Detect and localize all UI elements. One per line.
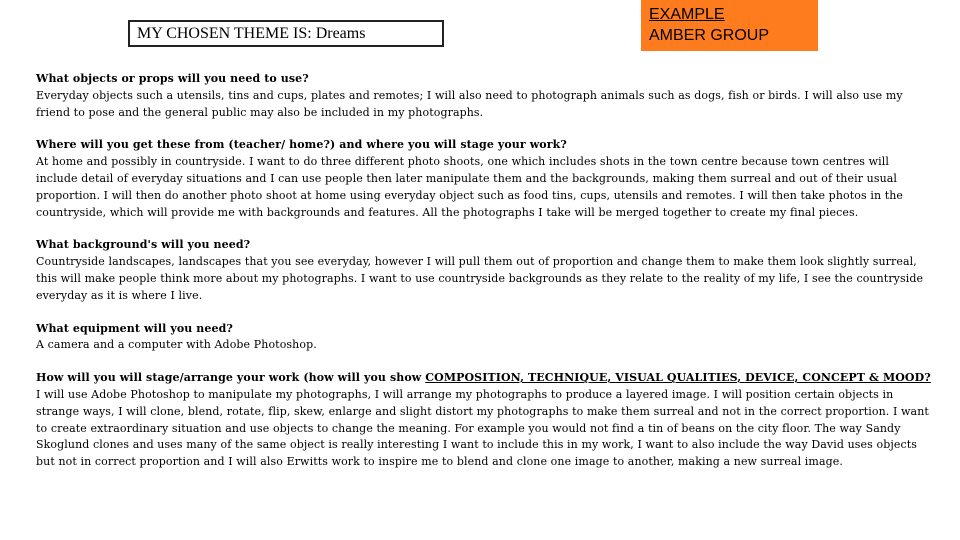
example-box xyxy=(641,0,818,51)
section-question: What objects or props will you need to use? xyxy=(36,72,309,85)
section-backgrounds xyxy=(36,237,931,304)
section-question: What background's will you need? xyxy=(36,238,251,252)
section-location xyxy=(36,137,931,221)
section-answer: Countryside landscapes, landscapes that you see everyday, however I will pull them out of proportion and change them to make them look slightly surreal, this will make people think more about my photographs. I want to use countryside backgrounds as they relate to the reality of my life, I see the countryside everyday as it is where I live. xyxy=(36,255,924,302)
section-equipment xyxy=(36,321,931,355)
worksheet-content xyxy=(36,71,931,487)
section-question: What equipment will you need? xyxy=(36,321,233,335)
section-staging xyxy=(36,370,931,471)
section-answer: At home and possibly in countryside. I want to do three different photo shoots, one which includes shots in the town centre because town centres will include detail of everyday situations and I can use people then later manipulate them and the backgrounds, making them surreal and out of their usual proportion. I will then do another photo shoot at home using everyday object such as food tins, cups, utensils and remotes. I will then take photos in the countryside, which will provide me with backgrounds and features. All the photographs I take will be merged together to create my final pieces. xyxy=(36,155,904,219)
theme-box xyxy=(128,20,444,47)
section-question xyxy=(36,370,931,387)
section-answer: A camera and a computer with Adobe Photoshop. xyxy=(36,338,317,352)
section-objects xyxy=(36,71,931,121)
question-underlined: COMPOSITION, TECHNIQUE, VISUAL QUALITIES, DEVICE, CONCEPT & MOOD? xyxy=(425,371,931,385)
question-prefix: How will you will stage/arrange your work (how will you show xyxy=(36,371,426,385)
section-answer: I will use Adobe Photoshop to manipulate my photographs, I will arrange my photographs to produce a layered image. I will position certain objects in strange ways, I will clone, blend, rotate, flip, skew, enlarge and slight distort my photographs to make them surreal and not in the correct proportion. I want to create extraordinary situation and use objects to change the meaning. For example you would not find a tin of beans on the city floor. The way Sandy Skoglund clones and uses many of the same object is really interesting I want to include this in my work, I want to also include the way David uses objects but not in correct proportion and I will also Erwitts work to inspire me to blend and clone one image to another, making a new surreal image. xyxy=(36,387,929,469)
theme-value: Dreams xyxy=(315,25,366,42)
section-answer: Everyday objects such a utensils, tins and cups, plates and remotes; I will also need to photograph animals such as dogs, fish or birds. I will also use my friend to pose and the general public may also be included in my photographs. xyxy=(36,88,903,119)
example-title: EXAMPLE xyxy=(649,6,725,23)
theme-label: MY CHOSEN THEME IS: xyxy=(137,25,312,42)
example-group: AMBER GROUP xyxy=(649,27,770,44)
section-question: Where will you get these from (teacher/ home?) and where you will stage your work? xyxy=(36,138,567,152)
